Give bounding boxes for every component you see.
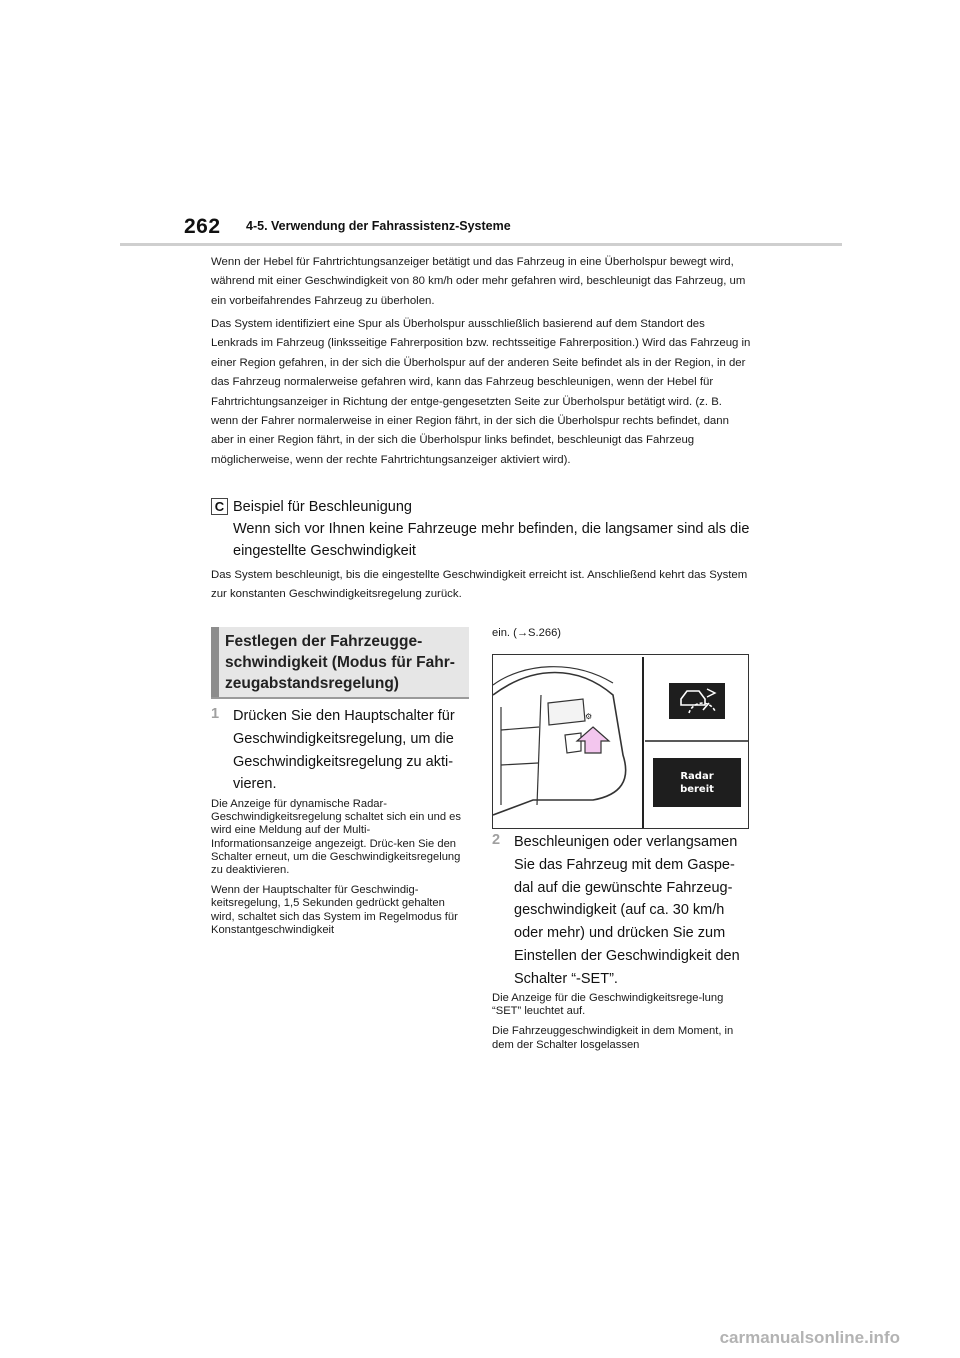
intro-text-1: Wenn der Hebel für Fahrtrichtungsanzeiger betätigt und das Fahrzeug in eine Überholspur bewegt wird, während mit einer Geschwindigkeit von 80 km/h oder mehr gefahren wird, beschleunigt das Fahrzeug, um ein vorbeifahrendes Fahrzeug zu überholen.	[211, 256, 746, 307]
step-1-text: Drücken Sie den Hauptschalter für Geschwindigkeitsregelung, um die Geschwindigkeitsregelung zu akti-vieren.	[233, 708, 455, 793]
step-2-note-2: Die Fahrzeuggeschwindigkeit in dem Moment, in dem der Schalter losgelassen	[492, 1025, 734, 1051]
section-heading-accent	[211, 627, 219, 698]
cruise-lever	[565, 733, 581, 753]
cruise-switch-icon: ⚙	[585, 712, 593, 721]
section-heading: Festlegen der Fahrzeugge-schwindigkeit (Modus für Fahr-zeugabstandsregelung)	[225, 633, 455, 692]
step-1-note-1: Die Anzeige für dynamische Radar-Geschwindigkeitsregelung schaltet sich ein und es wird eine Meldung auf der Multi-Informationsanzeige angezeigt. Drüc-ken Sie den Schalter erneut, um die Geschwindigkeitsregelung zu deaktivieren.	[211, 798, 461, 877]
continuation-text: ein. (→S.266)	[492, 627, 562, 639]
section-title: 4-5. Verwendung der Fahrassistenz-Systeme	[246, 219, 511, 233]
radar-ready-display	[653, 758, 741, 807]
step-1-notes	[211, 798, 469, 944]
section-heading-underline	[211, 697, 469, 699]
cruise-main-switch	[548, 699, 585, 725]
steering-switch-figure	[492, 654, 749, 829]
intro-text-2: Das System identifiziert eine Spur als Überholspur ausschließlich basierend auf dem Standort des Lenkrads im Fahrzeug (linksseitige Fahrerposition bzw. rechtsseitige Fahrerposition.) Wird das Fahrzeug in einer Region gefahren, in der sich die Überholspur auf der anderen Seite befindet als in der Region, in der das Fahrzeug normalerweise gefahren wird, kann das Fahrzeug beschleunigen, wenn der Hebel für Fahrtrichtungsanzeiger in Richtung der entge-gengesetzten Seite zur Überholspur betätigt wird. (z. B. wenn der Fahrer normalerweise in einer Region fährt, in der sich die Überholspur rechts befindet, dann aber in einer Region fährt, in der sich die Überholspur links befindet, beschleunigt das Fahrzeug möglicherweise, wenn der rechte Fahrtrichtungsanzeiger aktiviert wird).	[211, 318, 751, 466]
radar-ready-line-1: Radar	[680, 771, 714, 782]
step-2-notes	[492, 992, 750, 1059]
switch-row-line-1	[501, 727, 539, 730]
step-1-note-2: Wenn der Hauptschalter für Geschwindig-keitsregelung, 1,5 Sekunden gedrückt gehalten wird, schaltet sich das System im Regelmodus für Konstantgeschwindigkeit	[211, 884, 458, 936]
switch-row-line-2	[501, 763, 538, 765]
header-divider	[120, 243, 842, 246]
example-note	[211, 566, 751, 605]
example-marker-c: C	[211, 498, 228, 515]
example-subtitle: Wenn sich vor Ihnen keine Fahrzeuge mehr befinden, die langsamer sind als die eingestellte Geschwindigkeit	[233, 521, 750, 559]
example-title: Beispiel für Beschleunigung	[233, 499, 412, 515]
step-1-number: 1	[211, 706, 220, 722]
press-arrow-icon	[577, 727, 609, 753]
steering-switch-illustration	[493, 655, 749, 829]
watermark: carmanualsonline.info	[719, 1328, 900, 1347]
steering-spoke-outline	[493, 673, 626, 816]
step-2-note-1: Die Anzeige für die Geschwindigkeitsrege-lung “SET” leuchtet auf.	[492, 992, 724, 1018]
page-number: 262	[184, 215, 221, 238]
example-note-text: Das System beschleunigt, bis die eingestellte Geschwindigkeit erreicht ist. Anschließend kehrt das System zur konstanten Geschwindigkeitsregelung zurück.	[211, 569, 748, 601]
radar-cruise-indicator-icon	[669, 683, 725, 719]
step-2-text: Beschleunigen oder verlangsamen Sie das Fahrzeug mit dem Gaspe-dal auf die gewünschte Fahrzeug-geschwindigkeit (auf ca. 30 km/h oder mehr) und drücken Sie zum Einstellen der Geschwindigkeit den Schalter “-SET”.	[514, 834, 740, 987]
step-2-number: 2	[492, 832, 501, 848]
radar-ready-line-2: bereit	[680, 784, 714, 795]
switch-panel-divider	[537, 695, 541, 805]
intro-paragraph-2	[211, 315, 751, 470]
intro-paragraph-1	[211, 253, 751, 311]
